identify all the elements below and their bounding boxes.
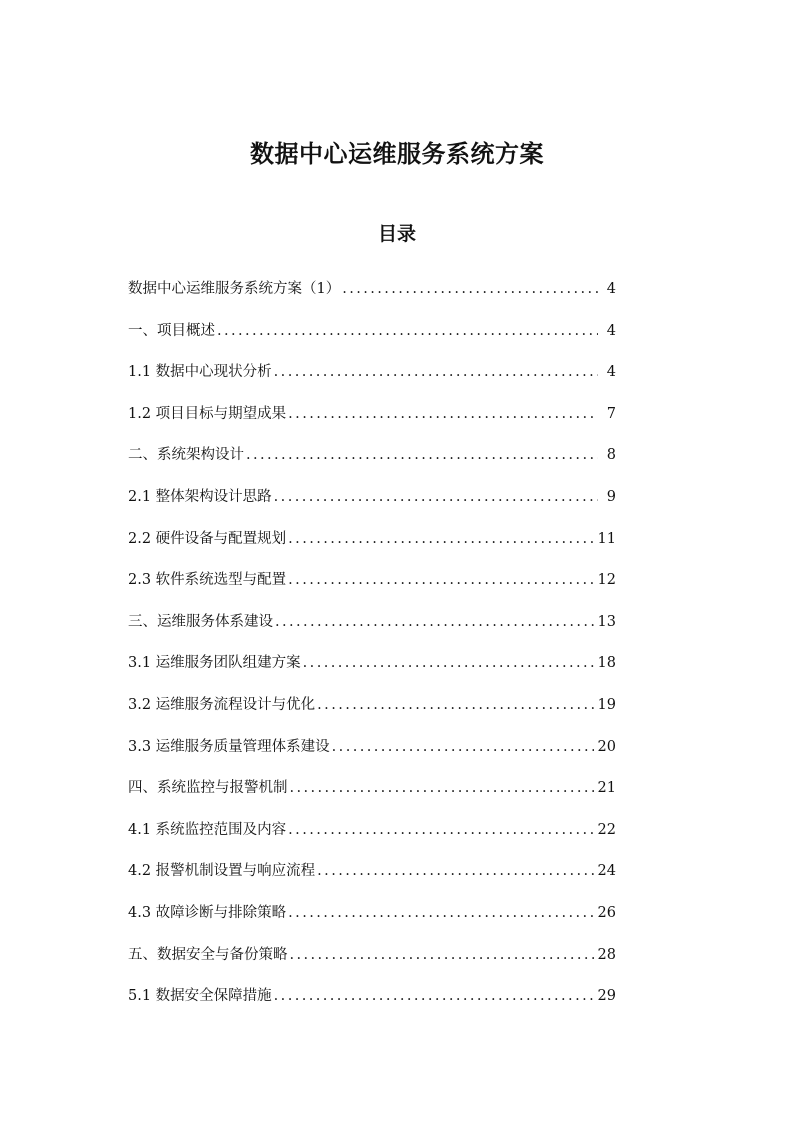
toc-entry-label: 3.3 运维服务质量管理体系建设: [128, 738, 330, 755]
toc-entry-label: 一、项目概述: [128, 322, 215, 339]
toc-entry-label: 4.1 系统监控范围及内容: [128, 821, 287, 838]
toc-dot-leader: [217, 318, 598, 344]
toc-entry[interactable]: [128, 775, 616, 817]
toc-dot-leader: [274, 484, 598, 510]
toc-entry-label: 数据中心运维服务系统方案（1）: [128, 281, 341, 297]
toc-entry-page: 28: [597, 946, 616, 963]
toc-dot-leader: [288, 526, 593, 552]
toc-entry[interactable]: [128, 567, 616, 609]
toc-dot-leader: [288, 817, 593, 843]
toc-dot-leader: [290, 942, 594, 968]
toc-entry-label: 1.1 数据中心现状分析: [128, 364, 272, 381]
toc-entry[interactable]: [128, 318, 616, 360]
toc-dot-leader: [288, 401, 598, 427]
toc-entry-page: 13: [597, 613, 616, 630]
toc-entry-label: 2.2 硬件设备与配置规划: [128, 530, 287, 547]
toc-dot-leader: [317, 692, 593, 718]
toc-dot-leader: [274, 359, 598, 385]
toc-entry[interactable]: [128, 650, 616, 692]
toc-entry[interactable]: [128, 817, 616, 859]
toc-entry-label: 四、系统监控与报警机制: [128, 780, 288, 797]
toc-entry-page: 4: [606, 322, 616, 339]
toc-entry-label: 5.1 数据安全保障措施: [128, 988, 272, 1005]
toc-entry-page: 12: [597, 572, 616, 589]
toc-entry-page: 7: [606, 405, 616, 422]
toc-entry-page: 8: [606, 447, 616, 464]
toc-entry[interactable]: [128, 983, 616, 1025]
toc-entry-page: 24: [597, 863, 616, 880]
toc-entry[interactable]: [128, 734, 616, 776]
toc-entry-page: 11: [597, 530, 616, 547]
toc-entry-label: 1.2 项目目标与期望成果: [128, 405, 287, 422]
toc-entry[interactable]: [128, 442, 616, 484]
toc-entry-label: 3.1 运维服务团队组建方案: [128, 655, 301, 672]
toc-entry-label: 3.2 运维服务流程设计与优化: [128, 696, 316, 713]
toc-entry-label: 4.2 报警机制设置与响应流程: [128, 863, 316, 880]
toc-dot-leader: [274, 983, 594, 1009]
toc-entry-label: 二、系统架构设计: [128, 447, 244, 464]
toc-entry-page: 29: [597, 988, 616, 1005]
toc-entry-page: 22: [597, 821, 616, 838]
toc-entry[interactable]: [128, 692, 616, 734]
toc-dot-leader: [288, 567, 593, 593]
toc-dot-leader: [275, 609, 594, 635]
toc-dot-leader: [246, 442, 598, 468]
toc-heading: 目录: [377, 223, 416, 245]
toc-entry[interactable]: [128, 900, 616, 942]
toc-dot-leader: [342, 276, 598, 302]
toc-dot-leader: [303, 650, 594, 676]
toc-entry-page: 4: [606, 281, 616, 297]
toc-entry-label: 三、运维服务体系建设: [128, 613, 273, 630]
toc-entry-label: 2.1 整体架构设计思路: [128, 488, 272, 505]
toc-entry[interactable]: [128, 359, 616, 401]
toc-dot-leader: [290, 775, 594, 801]
toc-entry[interactable]: [128, 858, 616, 900]
toc-entry[interactable]: [128, 401, 616, 443]
toc-entry-label: 4.3 故障诊断与排除策略: [128, 904, 287, 921]
toc-entry[interactable]: [128, 942, 616, 984]
toc-dot-leader: [288, 900, 593, 926]
toc-entry-page: 9: [606, 488, 616, 505]
toc-entry-page: 20: [597, 738, 616, 755]
toc-entry-label: 2.3 软件系统选型与配置: [128, 572, 287, 589]
toc-entry[interactable]: [128, 276, 616, 318]
toc-entry[interactable]: [128, 484, 616, 526]
toc-entry-page: 19: [597, 696, 616, 713]
toc-dot-leader: [332, 734, 594, 760]
toc-entry-label: 五、数据安全与备份策略: [128, 946, 288, 963]
toc-entry[interactable]: [128, 609, 616, 651]
toc-entry-page: 4: [606, 364, 616, 381]
toc-dot-leader: [317, 858, 593, 884]
table-of-contents: [128, 276, 616, 1025]
toc-entry[interactable]: [128, 526, 616, 568]
toc-entry-page: 18: [597, 655, 616, 672]
document-title: 数据中心运维服务系统方案: [250, 140, 544, 168]
toc-entry-page: 26: [597, 904, 616, 921]
toc-entry-page: 21: [597, 780, 616, 797]
